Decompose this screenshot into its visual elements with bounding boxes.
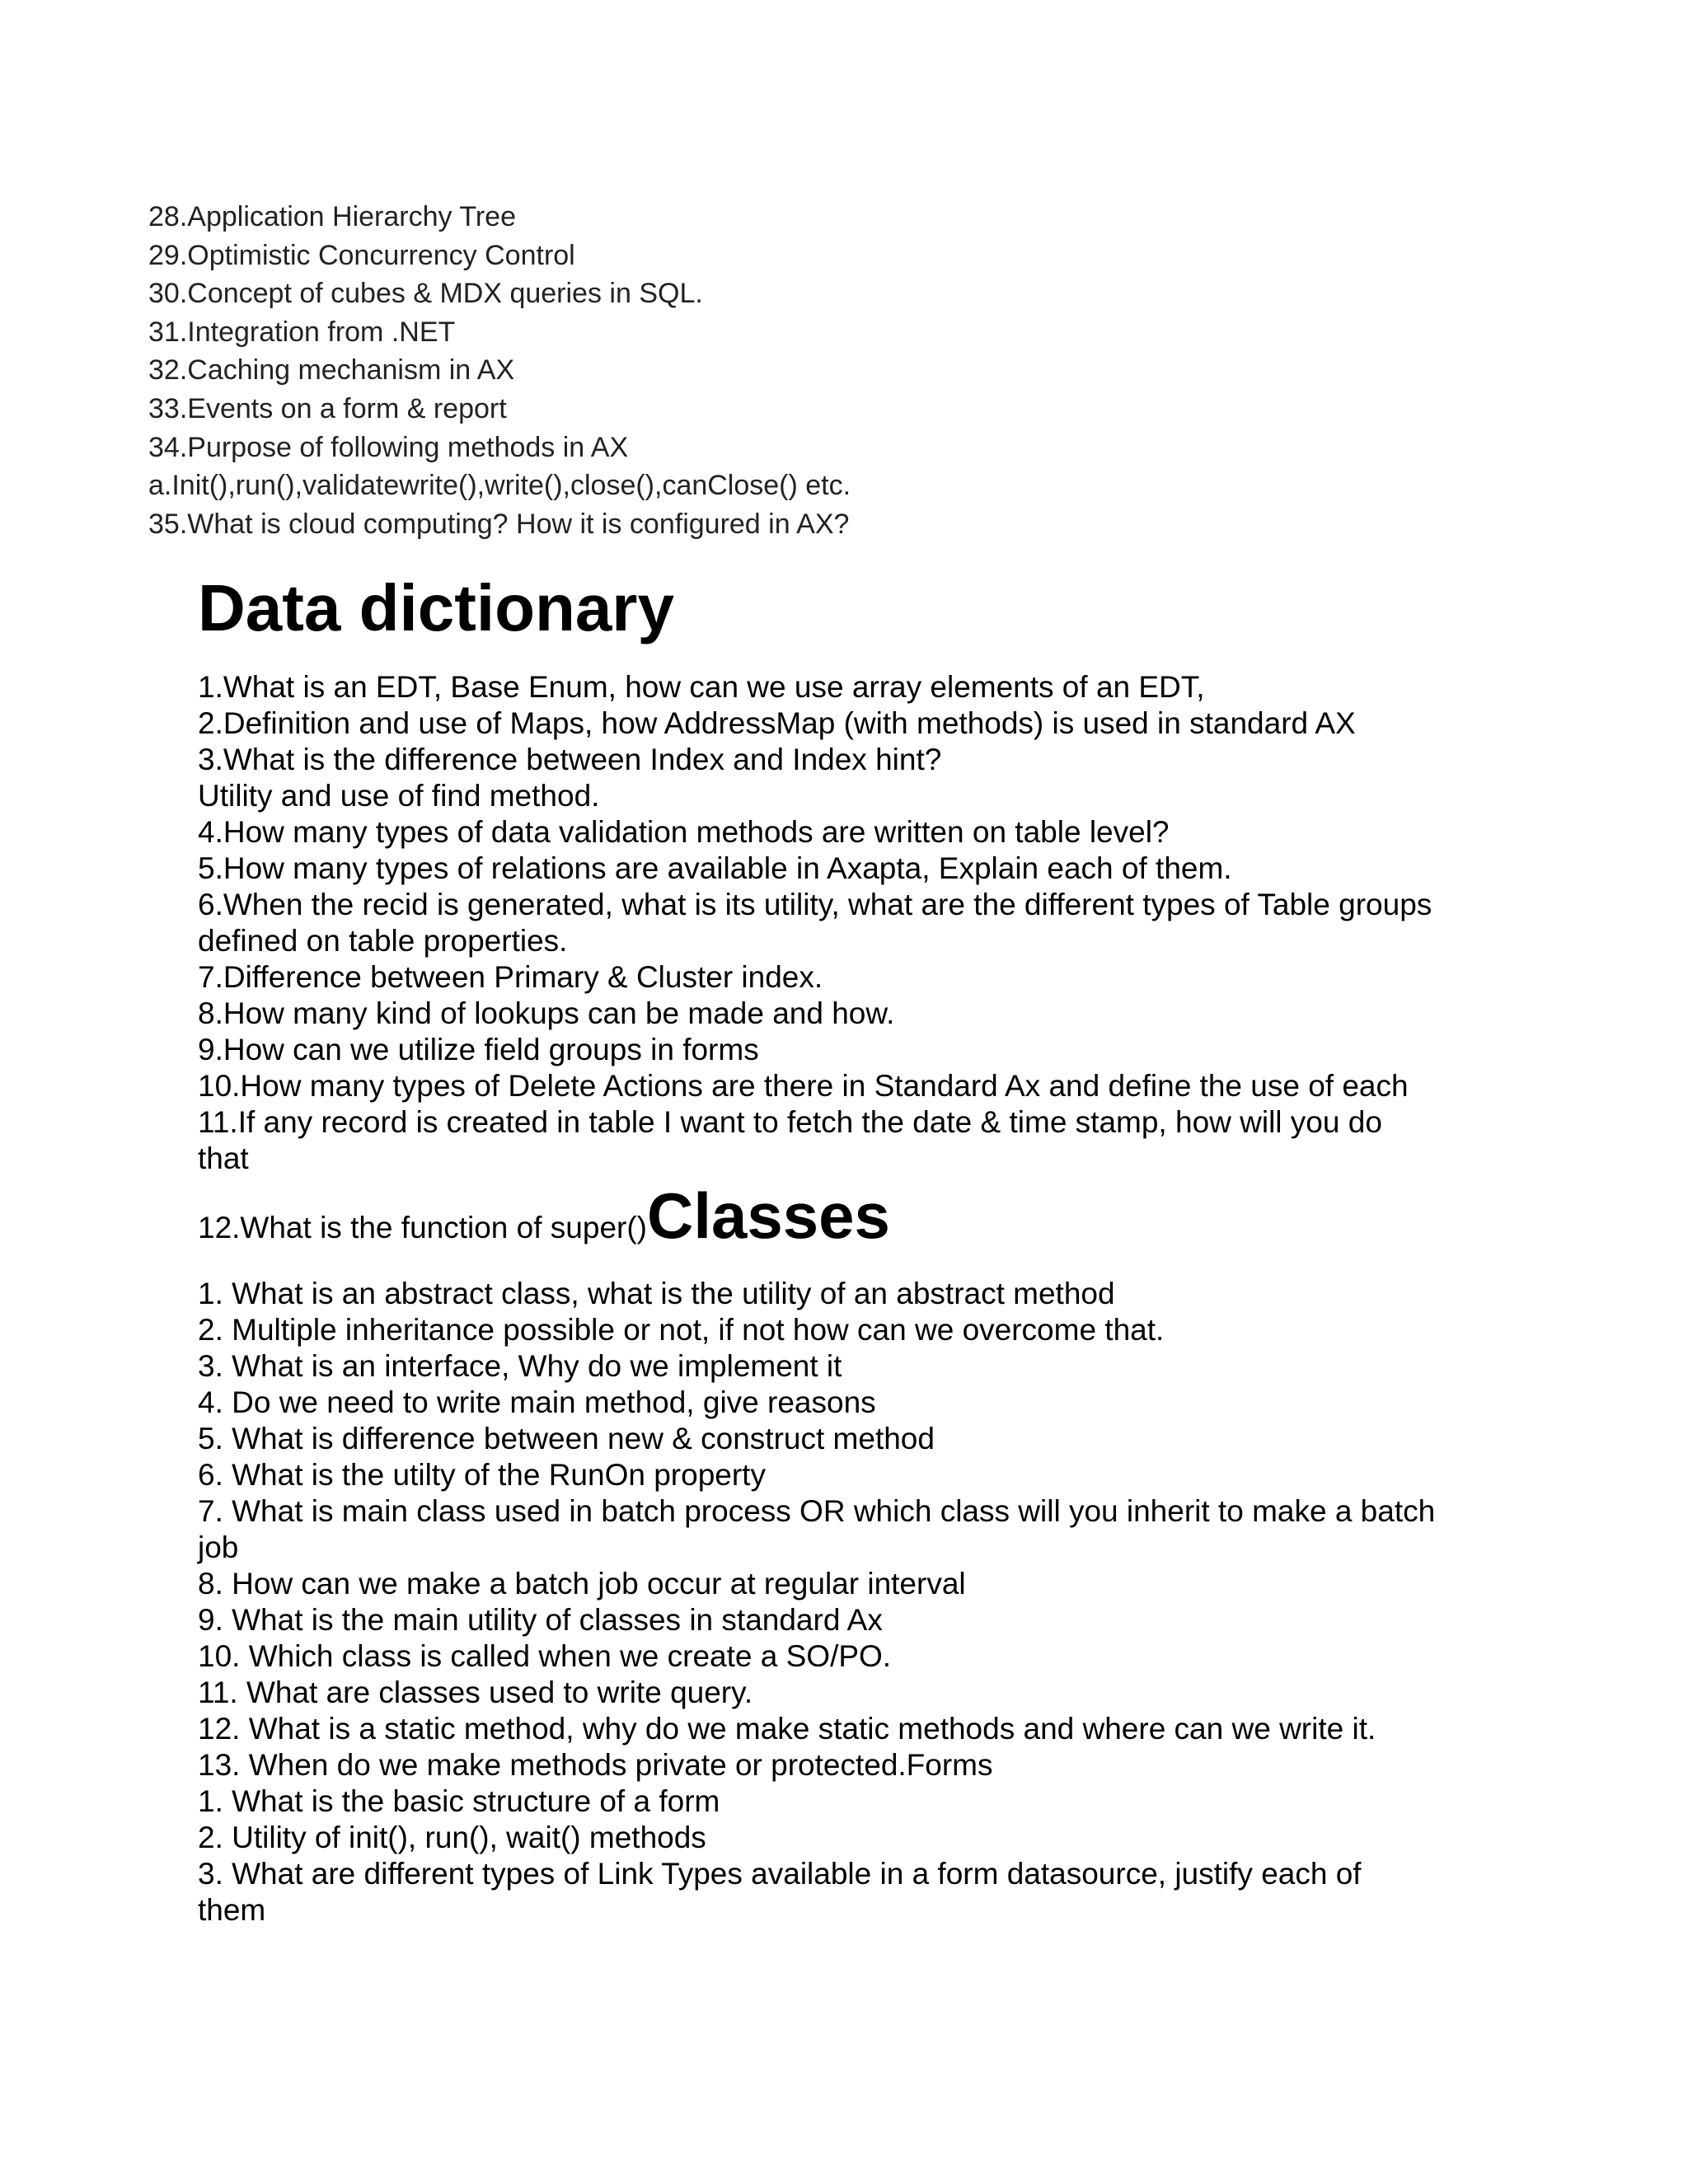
list-item: them bbox=[198, 1893, 266, 1927]
main-content bbox=[198, 569, 1500, 1929]
list-item: 4. Do we need to write main method, give reasons bbox=[198, 1385, 876, 1419]
list-item: 32.Caching mechanism in AX bbox=[148, 354, 515, 387]
list-item: that bbox=[198, 1141, 249, 1175]
list-item: 4.How many types of data validation methods are written on table level? bbox=[198, 815, 1170, 849]
list-item: 7. What is main class used in batch process OR which class will you inherit to make a batch bbox=[198, 1494, 1436, 1528]
list-item: a.Init(),run(),validatewrite(),write(),close(),canClose() etc. bbox=[148, 470, 851, 502]
list-item: 1.What is an EDT, Base Enum, how can we use array elements of an EDT, bbox=[198, 670, 1205, 704]
list-item: 6. What is the utilty of the RunOn property bbox=[198, 1458, 766, 1492]
list-item: 3. What is an interface, Why do we implement it bbox=[198, 1349, 842, 1383]
list-item: 7.Difference between Primary & Cluster index. bbox=[198, 960, 823, 994]
list-item: 11.If any record is created in table I want to fetch the date & time stamp, how will you do bbox=[198, 1105, 1382, 1139]
data-dictionary-list bbox=[198, 669, 1500, 1177]
list-item: 3.What is the difference between Index and Index hint? bbox=[198, 743, 942, 776]
list-item: 13. When do we make methods private or protected.Forms bbox=[198, 1748, 993, 1782]
list-item: 34.Purpose of following methods in AX bbox=[148, 431, 629, 463]
list-item: 5. What is difference between new & construct method bbox=[198, 1422, 935, 1455]
list-item: 3. What are different types of Link Types available in a form datasource, justify each of bbox=[198, 1857, 1362, 1891]
list-item: 35.What is cloud computing? How it is configured in AX? bbox=[148, 508, 850, 540]
list-item: 31.Integration from .NET bbox=[148, 316, 456, 348]
list-item: 12.What is the function of super() bbox=[198, 1211, 647, 1244]
list-item: 10. Which class is called when we create a SO/PO. bbox=[198, 1639, 892, 1673]
list-item: 9.How can we utilize field groups in forms bbox=[198, 1033, 759, 1066]
list-item: 29.Optimistic Concurrency Control bbox=[148, 239, 575, 271]
list-item: defined on table properties. bbox=[198, 924, 568, 958]
classes-heading: Classes bbox=[647, 1179, 890, 1252]
data-dictionary-heading: Data dictionary bbox=[198, 571, 674, 644]
list-item: 8.How many kind of lookups can be made and how. bbox=[198, 996, 895, 1030]
list-item: 33.Events on a form & report bbox=[148, 392, 507, 424]
list-item: 2.Definition and use of Maps, how AddressMap (with methods) is used in standard AX bbox=[198, 706, 1356, 740]
list-item: Utility and use of find method. bbox=[198, 779, 600, 813]
list-item: 1. What is the basic structure of a form bbox=[198, 1784, 720, 1818]
list-item: 1. What is an abstract class, what is the utility of an abstract method bbox=[198, 1277, 1115, 1310]
list-item: 30.Concept of cubes & MDX queries in SQL. bbox=[148, 278, 703, 310]
classes-list bbox=[198, 1276, 1500, 1929]
top-question-list bbox=[148, 198, 1550, 543]
super-question-with-classes-heading bbox=[198, 1180, 1500, 1251]
list-item: 6.When the recid is generated, what is its utility, what are the different types of Table groups bbox=[198, 888, 1432, 921]
list-item: 5.How many types of relations are available in Axapta, Explain each of them. bbox=[198, 851, 1232, 885]
list-item: job bbox=[198, 1530, 239, 1564]
list-item: 10.How many types of Delete Actions are there in Standard Ax and define the use of each bbox=[198, 1069, 1409, 1103]
list-item: 2. Multiple inheritance possible or not, if not how can we overcome that. bbox=[198, 1313, 1165, 1347]
list-item: 28.Application Hierarchy Tree bbox=[148, 201, 517, 232]
list-item: 8. How can we make a batch job occur at regular interval bbox=[198, 1567, 966, 1601]
list-item: 2. Utility of init(), run(), wait() methods bbox=[198, 1821, 706, 1854]
list-item: 12. What is a static method, why do we make static methods and where can we write it. bbox=[198, 1712, 1376, 1746]
list-item: 11. What are classes used to write query. bbox=[198, 1675, 753, 1709]
list-item: 9. What is the main utility of classes in standard Ax bbox=[198, 1603, 883, 1637]
